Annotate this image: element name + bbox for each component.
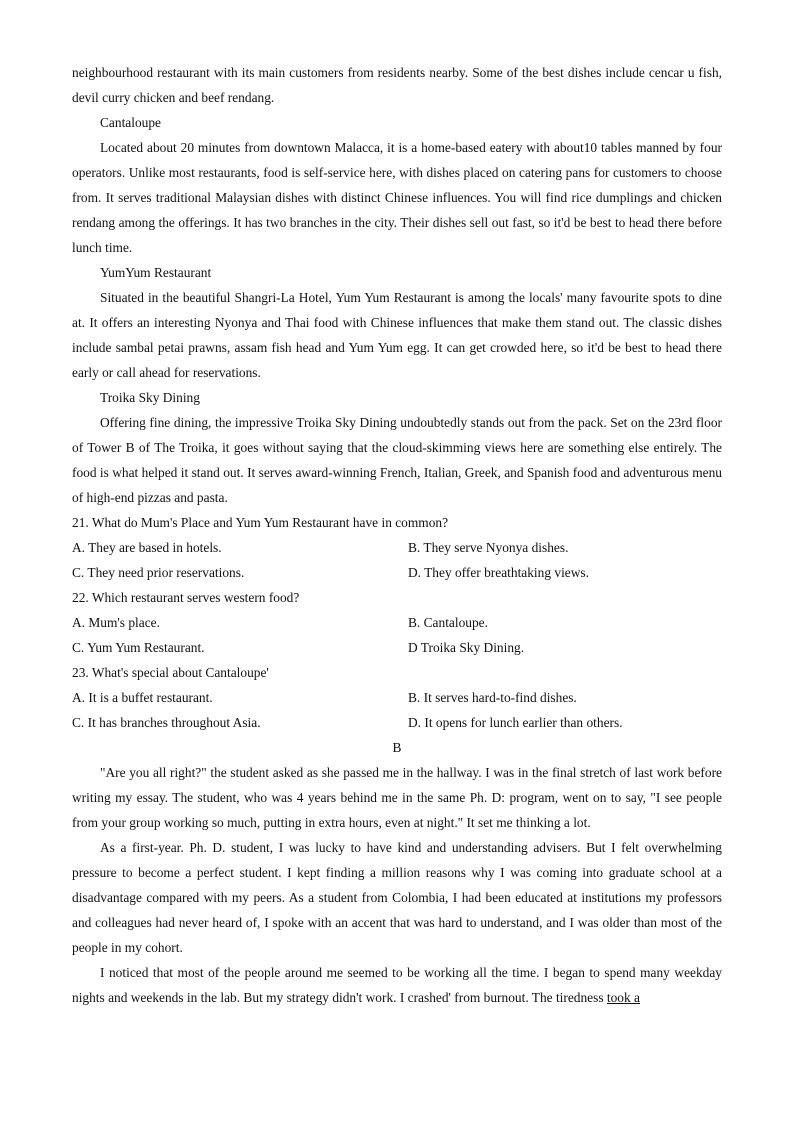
passage-b-paragraph-2: As a first-year. Ph. D. student, I was lucky to have kind and understanding advisers. But I felt overwhelming pressure to become a perfect student. I kept finding a million reasons why I was coming into graduate school at a disadvantage compared with my peers. As a student from Colombia, I had been educated at institutions my professors and colleagues had never heard of, I spoke with an accent that was hard to understand, and I was older than most of the people in my cohort. xyxy=(72,840,722,955)
question-21-option-d: D. They offer breathtaking views. xyxy=(408,565,589,580)
passage-b-paragraph-3 xyxy=(72,960,722,1010)
question-22-option-a: A. Mum's place. xyxy=(72,615,160,630)
question-22-options xyxy=(72,610,722,660)
question-21-option-c: C. They need prior reservations. xyxy=(72,565,245,580)
question-21-option-b: B. They serve Nyonya dishes. xyxy=(408,540,569,555)
restaurant-description-cantaloupe: Located about 20 minutes from downtown Malacca, it is a home-based eatery with about10 tables manned by four operators. Unlike most restaurants, food is self-service here, with dishes placed on catering pans for customers to choose from. It serves traditional Malaysian dishes with distinct Chinese influences. You will find rice dumplings and chicken rendang among the offerings. It has two branches in the city. Their dishes sell out fast, so it'd be best to head there before lunch time. xyxy=(72,140,722,255)
question-22-stem: 22. Which restaurant serves western food? xyxy=(72,590,300,605)
question-23-option-b: B. It serves hard-to-find dishes. xyxy=(408,690,577,705)
question-22-option-d: D Troika Sky Dining. xyxy=(408,640,525,655)
question-21-stem: 21. What do Mum's Place and Yum Yum Restaurant have in common? xyxy=(72,515,449,530)
restaurant-name-yumyum: YumYum Restaurant xyxy=(100,265,212,280)
question-23-option-d: D. It opens for lunch earlier than others. xyxy=(408,715,623,730)
question-21-option-a: A. They are based in hotels. xyxy=(72,540,222,555)
section-b-label: B xyxy=(392,740,402,755)
underlined-phrase: took a xyxy=(606,990,640,1005)
document-content xyxy=(72,60,722,1010)
question-23-options xyxy=(72,685,722,735)
question-21-options xyxy=(72,535,722,585)
restaurant-description-troika: Offering fine dining, the impressive Troika Sky Dining undoubtedly stands out from the pack. Set on the 23rd floor of Tower B of The Troika, it goes without saying that the cloud-skimming views here are something else entirely. The food is what helped it stand out. It serves award-winning French, Italian, Greek, and Spanish food and adventurous menu of high-end pizzas and pasta. xyxy=(72,415,722,505)
passage-b-paragraph-3-text: I noticed that most of the people around me seemed to be working all the time. I began to spend many weekday nights and weekends in the lab. But my strategy didn't work. I crashed' from burnout. The tiredness xyxy=(72,965,722,1005)
passage-b-paragraph-1: "Are you all right?" the student asked as she passed me in the hallway. I was in the final stretch of last work before writing my essay. The student, who was 4 years behind me in the same Ph. D: program, went on to say, "I see people from your group working so much, putting in extra hours, even at night." It set me thinking a lot. xyxy=(72,765,722,830)
intro-continuation: neighbourhood restaurant with its main customers from residents nearby. Some of the best dishes include cencar u fish, devil curry chicken and beef rendang. xyxy=(72,65,722,105)
question-23-stem: 23. What's special about Cantaloupe' xyxy=(72,665,269,680)
question-22-option-c: C. Yum Yum Restaurant. xyxy=(72,640,205,655)
question-23-option-c: C. It has branches throughout Asia. xyxy=(72,715,261,730)
restaurant-name-troika: Troika Sky Dining xyxy=(100,390,200,405)
question-22-option-b: B. Cantaloupe. xyxy=(408,615,488,630)
restaurant-description-yumyum: Situated in the beautiful Shangri-La Hotel, Yum Yum Restaurant is among the locals' many favourite spots to dine at. It offers an interesting Nyonya and Thai food with Chinese influences that make them stand out. The classic dishes include sambal petai prawns, assam fish head and Yum Yum egg. It can get crowded here, so it'd be best to head there early or call ahead for reservations. xyxy=(72,290,722,380)
question-23-option-a: A. It is a buffet restaurant. xyxy=(72,690,213,705)
restaurant-name-cantaloupe: Cantaloupe xyxy=(100,115,161,130)
